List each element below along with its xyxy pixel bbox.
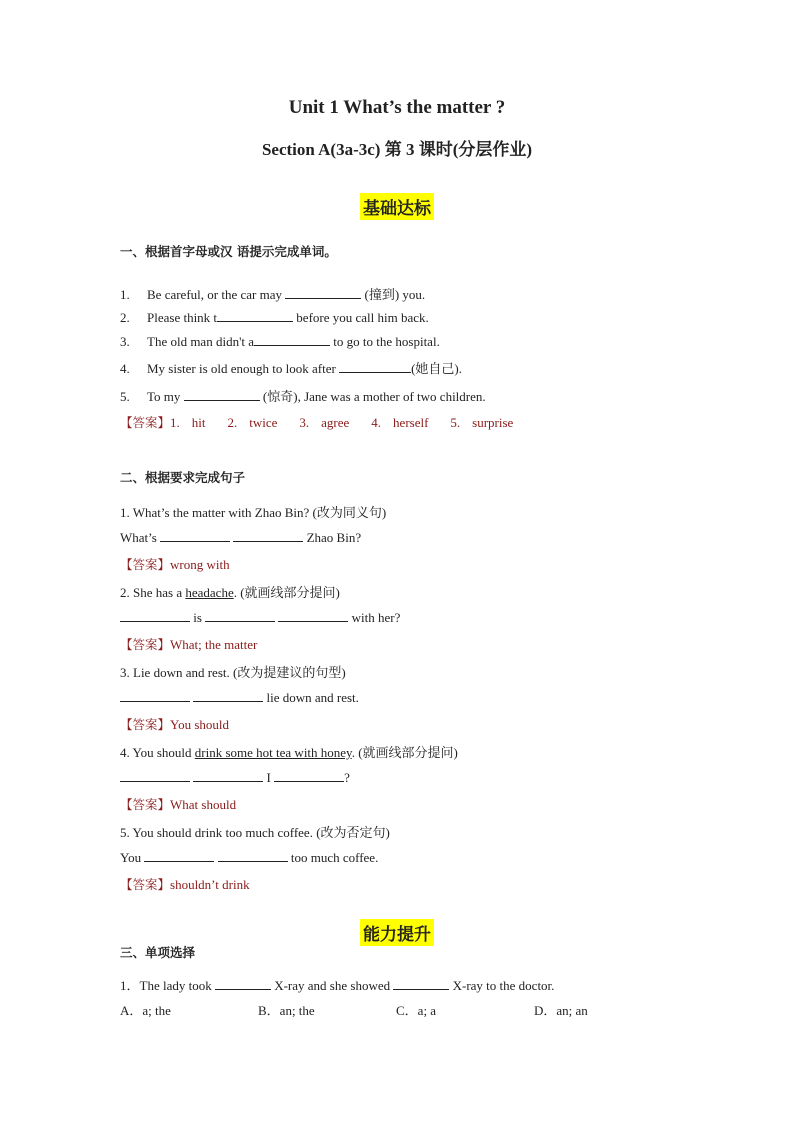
fill-text: What’s	[120, 530, 157, 545]
answer-blank[interactable]	[120, 769, 190, 782]
band-label: 基础达标	[360, 193, 434, 220]
part2-q4-answer	[120, 795, 236, 813]
part3-q1-options	[120, 1000, 588, 1019]
answer-word: surprise	[472, 415, 514, 430]
part1-item-2	[120, 309, 429, 326]
answer-text: You should	[170, 717, 230, 732]
answer-blank[interactable]	[120, 609, 190, 622]
answer-word: hit	[191, 415, 206, 430]
part2-q5-fill	[120, 849, 378, 866]
question-text: 1．The lady took	[120, 978, 212, 993]
answer-blank[interactable]	[233, 529, 303, 542]
underlined-text: headache	[185, 585, 234, 600]
answer-blank[interactable]	[193, 769, 263, 782]
part1-item-3	[120, 333, 440, 350]
option-b[interactable]: B．an; the	[258, 1003, 315, 1018]
part2-q1-fill	[120, 529, 361, 546]
part2-q1-prompt: 1. What’s the matter with Zhao Bin? (改为同义句)	[120, 505, 387, 520]
item-num: 5.	[120, 389, 130, 404]
item-text: (她自己).	[411, 361, 463, 376]
answer-blank[interactable]	[274, 769, 344, 782]
answer-num: 3.	[299, 415, 310, 430]
item-text: (撞到) you.	[364, 287, 426, 302]
part2-q2-prompt	[120, 582, 340, 601]
answer-blank[interactable]	[339, 360, 411, 373]
part3-q1	[120, 975, 554, 994]
band-label: 能力提升	[360, 919, 434, 946]
question-text: X-ray and she showed	[274, 978, 391, 993]
answer-num: 1.	[170, 415, 180, 430]
part2-q1-answer	[120, 555, 230, 573]
section-band-basic	[0, 193, 794, 220]
fill-text: too much coffee.	[290, 850, 379, 865]
item-text: before you call him back.	[296, 310, 429, 325]
fill-text: You	[120, 850, 142, 865]
part2-q2-fill	[120, 609, 400, 626]
part2-q4-prompt	[120, 742, 458, 761]
item-text: (惊奇), Jane was a mother of two children.	[262, 389, 486, 404]
item-text: to go to the hospital.	[333, 334, 440, 349]
answer-text: What; the matter	[170, 637, 258, 652]
fill-text: Zhao Bin?	[306, 530, 362, 545]
answer-blank[interactable]	[393, 977, 449, 990]
prompt-text: . (就画线部分提问)	[351, 745, 458, 760]
answer-tag: 【答案】	[120, 877, 171, 892]
answer-text: shouldn’t drink	[170, 877, 250, 892]
answer-tag: 【答案】	[120, 797, 171, 812]
answer-num: 4.	[371, 415, 382, 430]
answer-blank[interactable]	[285, 286, 361, 299]
answer-blank[interactable]	[205, 609, 275, 622]
part2-q3-answer	[120, 715, 229, 733]
prompt-text: 4. You should	[120, 745, 192, 760]
part1-heading: 一、根据首字母或汉 语提示完成单词。	[120, 244, 337, 259]
part3-heading: 三、单项选择	[120, 945, 196, 960]
part2-q3-prompt: 3. Lie down and rest. (改为提建议的句型)	[120, 665, 346, 680]
item-text: My sister is old enough to look after	[147, 361, 336, 376]
answer-blank[interactable]	[120, 689, 190, 702]
item-num: 2.	[120, 310, 130, 325]
prompt-text: . (就画线部分提问)	[233, 585, 340, 600]
part1-item-5	[120, 386, 486, 405]
part2-q5-prompt: 5. You should drink too much coffee. (改为否定句)	[120, 825, 390, 840]
answer-word: agree	[321, 415, 350, 430]
answer-word: herself	[393, 415, 429, 430]
answer-tag: 【答案】	[120, 717, 171, 732]
fill-text: I	[266, 770, 271, 785]
part2-q4-fill	[120, 769, 350, 786]
item-text: Please think t	[147, 310, 218, 325]
item-text: To my	[147, 389, 181, 404]
page-subtitle: Section A(3a-3c) 第 3 课时(分层作业)	[261, 140, 533, 159]
part2-q3-fill	[120, 689, 359, 706]
answer-text: wrong with	[170, 557, 230, 572]
option-c[interactable]: C．a; a	[396, 1003, 437, 1018]
fill-text: lie down and rest.	[266, 690, 359, 705]
answer-text: What should	[170, 797, 237, 812]
item-text: The old man didn't a	[147, 334, 255, 349]
answer-blank[interactable]	[217, 309, 293, 322]
question-text: X-ray to the doctor.	[452, 978, 555, 993]
item-num: 4.	[120, 361, 130, 376]
part2-heading: 二、根据要求完成句子	[120, 470, 246, 485]
prompt-text: 2. She has a	[120, 585, 183, 600]
option-d[interactable]: D．an; an	[534, 1003, 588, 1018]
answer-blank[interactable]	[193, 689, 263, 702]
part1-item-1	[120, 284, 425, 303]
section-band-advanced	[0, 919, 794, 946]
part1-answer	[120, 413, 535, 431]
underlined-text: drink some hot tea with honey	[194, 745, 352, 760]
item-text: Be careful, or the car may	[147, 287, 282, 302]
answer-word: twice	[249, 415, 278, 430]
answer-tag: 【答案】	[120, 415, 171, 430]
answer-tag: 【答案】	[120, 557, 171, 572]
page-title: Unit 1 What’s the matter ?	[288, 97, 506, 118]
answer-blank[interactable]	[215, 977, 271, 990]
fill-text: with her?	[351, 610, 401, 625]
option-a[interactable]: A．a; the	[120, 1003, 171, 1018]
answer-blank[interactable]	[144, 849, 214, 862]
fill-text: ?	[344, 770, 350, 785]
answer-blank[interactable]	[278, 609, 348, 622]
part1-item-4	[120, 358, 462, 377]
part2-q2-answer	[120, 635, 257, 653]
answer-num: 5.	[450, 415, 461, 430]
answer-num: 2.	[227, 415, 238, 430]
part2-q5-answer	[120, 875, 250, 893]
item-num: 3.	[120, 334, 130, 349]
answer-blank[interactable]	[160, 529, 230, 542]
item-num: 1.	[120, 287, 130, 302]
fill-text: is	[193, 610, 202, 625]
answer-blank[interactable]	[218, 849, 288, 862]
answer-blank[interactable]	[184, 388, 260, 401]
answer-blank[interactable]	[254, 333, 330, 346]
answer-tag: 【答案】	[120, 637, 171, 652]
